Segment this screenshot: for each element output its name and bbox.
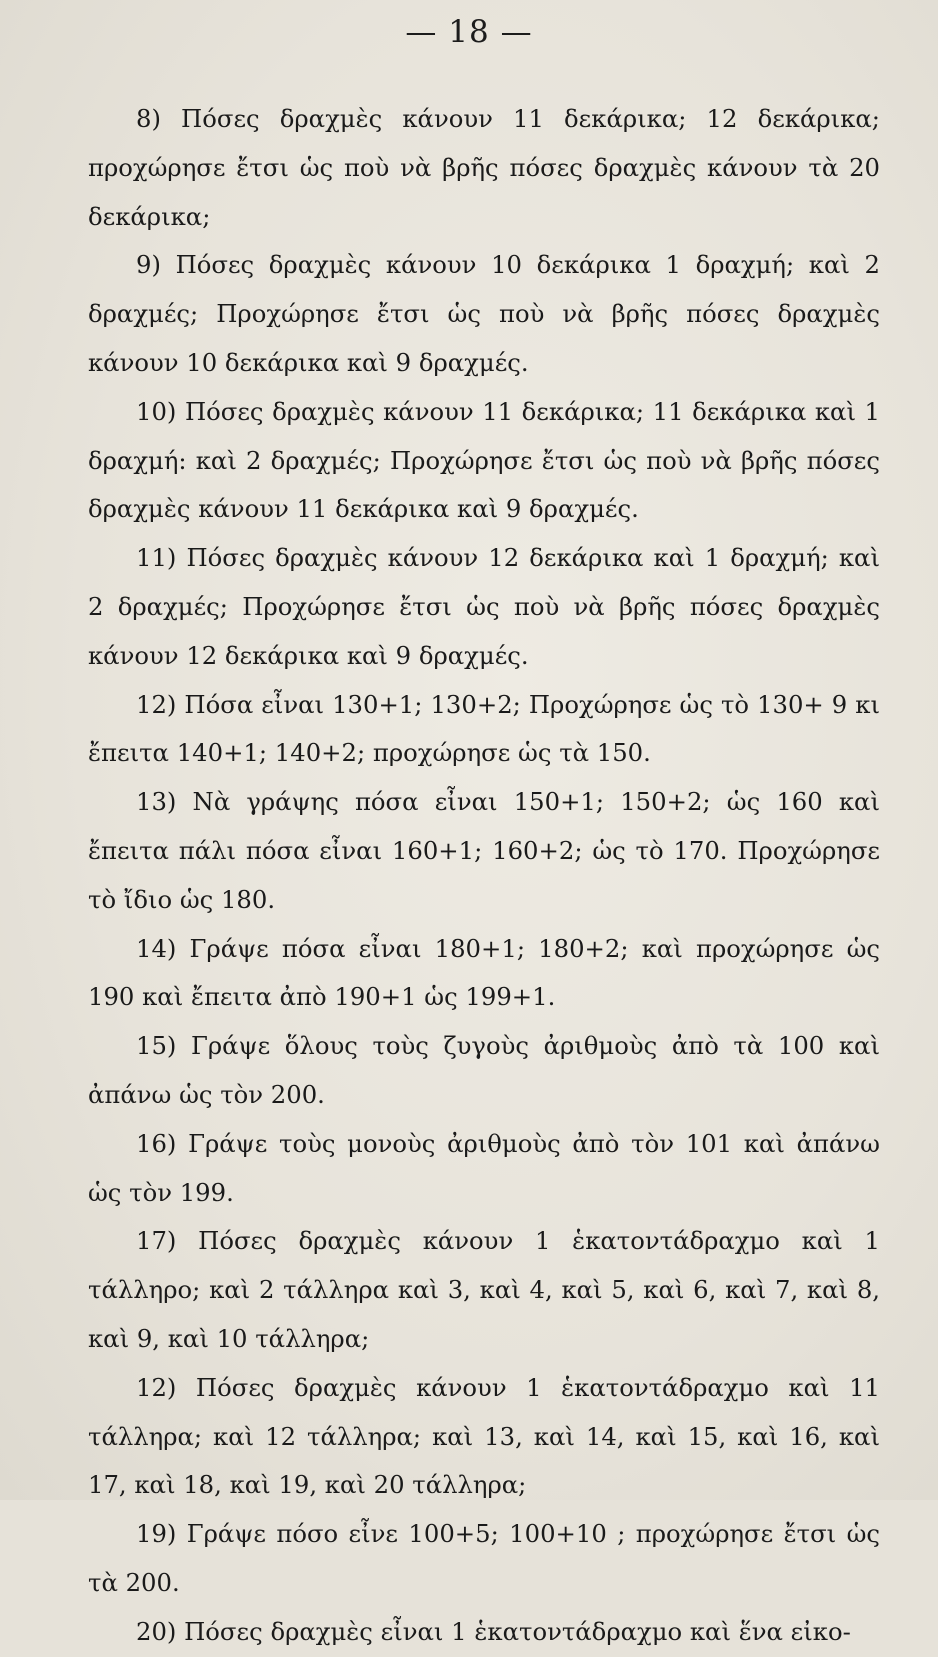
- exercise-item: 10) Πόσες δραχμὲς κάνουν 11 δεκάρικα; 11 δεκάρικα καὶ 1 δραχμή: καὶ 2 δραχμές; Προχώρησε ἔτσι ὡς ποὺ νὰ βρῆς πόσες δραχμὲς κάνουν 11 δεκάρικα καὶ 9 δραχμές.: [88, 396, 880, 524]
- exercise-item: 20) Πόσες δραχμὲς εἶναι 1 ἑκατοντάδραχμο καὶ ἕνα εἰκο-: [136, 1616, 851, 1646]
- exercise-item: 17) Πόσες δραχμὲς κάνουν 1 ἑκατοντάδραχμο καὶ 1 τάλληρο; καὶ 2 τάλληρα καὶ 3, καὶ 4, καὶ 5, καὶ 6, καὶ 7, καὶ 8, καὶ 9, καὶ 10 τάλληρα;: [88, 1226, 880, 1353]
- exercise-item: 11) Πόσες δραχμὲς κάνουν 12 δεκάρικα καὶ 1 δραχμή; καὶ 2 δραχμές; Προχώρησε ἔτσι ὡς ποὺ νὰ βρῆς πόσες δραχμὲς κάνουν 12 δεκάρικα καὶ 9 δραχμές.: [88, 543, 880, 670]
- page-number: — 18 —: [405, 14, 533, 50]
- exercise-item: 12) Πόσα εἶναι 130+1; 130+2; Προχώρησε ὡς τὸ 130+ 9 κι ἔπειτα 140+1; 140+2; προχώρησε ὡς τὰ 150.: [88, 689, 880, 768]
- exercise-item: 8) Πόσες δραχμὲς κάνουν 11 δεκάρικα; 12 δεκάρικα; προχώρησε ἔτσι ὡς ποὺ νὰ βρῆς πόσες δραχμὲς κάνουν τὰ 20 δεκάρικα;: [88, 104, 880, 231]
- exercise-item: 15) Γράψε ὅλους τοὺς ζυγοὺς ἀριθμοὺς ἀπὸ τὰ 100 καὶ ἀπάνω ὡς τὸν 200.: [88, 1031, 880, 1109]
- exercise-item: 14) Γράψε πόσα εἶναι 180+1; 180+2; καὶ προχώρησε ὡς 190 καὶ ἔπειτα ἀπὸ 190+1 ὡς 199+1.: [88, 933, 880, 1012]
- exercise-item: 13) Νὰ γράψης πόσα εἶναι 150+1; 150+2; ὡς 160 καὶ ἔπειτα πάλι πόσα εἶναι 160+1; 160+2; ὡς τὸ 170. Προχώρησε τὸ ἴδιο ὡς 180.: [88, 787, 880, 914]
- exercise-list: [88, 95, 880, 1657]
- exercise-item: 16) Γράψε τοὺς μονοὺς ἀριθμοὺς ἀπὸ τὸν 101 καὶ ἀπάνω ὡς τὸν 199.: [88, 1128, 880, 1207]
- exercise-item: 9) Πόσες δραχμὲς κάνουν 10 δεκάρικα 1 δραχμή; καὶ 2 δραχμές; Προχώρησε ἔτσι ὡς ποὺ νὰ βρῆς πόσες δραχμὲς κάνουν 10 δεκάρικα καὶ 9 δραχμές.: [88, 250, 880, 377]
- exercise-item: 12) Πόσες δραχμὲς κάνουν 1 ἑκατοντάδραχμο καὶ 11 τάλληρα; καὶ 12 τάλληρα; καὶ 13, καὶ 14, καὶ 15, καὶ 16, καὶ 17, καὶ 18, καὶ 19, καὶ 20 τάλληρα;: [88, 1372, 880, 1500]
- exercise-item: 19) Γράψε πόσο εἶνε 100+5; 100+10 ; προχώρησε ἔτσι ὡς τὰ 200.: [88, 1519, 880, 1597]
